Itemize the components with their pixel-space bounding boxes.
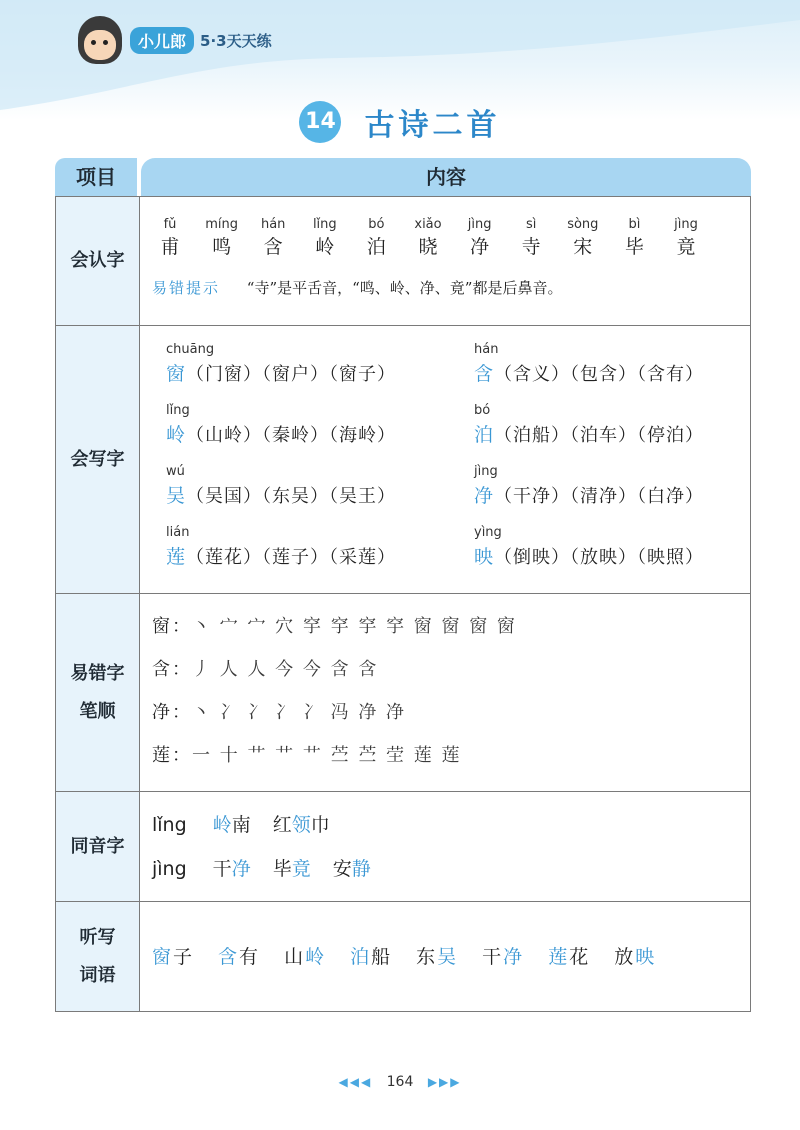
word-highlight: 泊 [350, 946, 372, 968]
homophone-pinyin: lǐng [152, 814, 187, 836]
table-header-content: 内容 [141, 158, 751, 196]
char-pinyin: lǐng [312, 217, 337, 232]
write-content [152, 326, 750, 593]
stroke-char: 含： [152, 659, 192, 680]
word-highlight: 净 [231, 858, 251, 880]
write-item [166, 403, 396, 447]
next-arrows-icon: ▶▶▶ [427, 1075, 462, 1089]
write-words: （干净）（清净）（白净） [494, 486, 705, 507]
write-pinyin: lián [166, 525, 190, 540]
row-homophone [55, 792, 751, 902]
prev-arrows-icon: ◀◀◀ [338, 1075, 373, 1089]
write-line [166, 481, 396, 508]
recognize-char [458, 217, 502, 259]
write-char: 净 [474, 485, 495, 507]
recognize-char [303, 217, 347, 259]
write-char: 岭 [166, 424, 187, 446]
recognize-char [251, 217, 295, 259]
stroke-sequence: 丶 冫 冫 冫 冫 冯 净 净 [192, 702, 407, 723]
recognize-char [612, 217, 656, 259]
write-line [474, 359, 704, 386]
tip-line [152, 277, 562, 298]
homophone-line [152, 854, 393, 881]
word-part: 巾 [310, 814, 330, 836]
char-pinyin: bó [368, 217, 385, 232]
char-hanzi: 甫 [160, 236, 180, 258]
dictation-word [614, 946, 656, 968]
stroke-order-line [152, 612, 517, 638]
row-label-line: 笔顺 [79, 700, 116, 722]
recognize-char [354, 217, 398, 259]
mascot-icon [78, 16, 122, 64]
lesson-title [0, 100, 800, 144]
char-hanzi: 含 [263, 236, 283, 258]
write-words: （吴国）（东吴）（吴王） [186, 486, 397, 507]
word-highlight: 岭 [305, 946, 327, 968]
word-highlight: 含 [218, 946, 240, 968]
row-label-line: 易错字 [70, 662, 125, 684]
char-pinyin: bì [628, 217, 641, 232]
lesson-number-badge: 14 [299, 101, 341, 143]
word-part: 东 [416, 946, 438, 968]
strokes-content [152, 594, 750, 791]
word-highlight: 净 [503, 946, 525, 968]
row-label [56, 594, 140, 791]
write-words: （泊船）（泊车）（停泊） [494, 425, 705, 446]
char-hanzi: 泊 [366, 236, 386, 258]
dictation-word [218, 946, 260, 968]
dictation-word [548, 946, 590, 968]
stroke-char: 净： [152, 702, 192, 723]
char-hanzi: 寺 [521, 236, 541, 258]
stroke-order-line [152, 741, 462, 767]
word-part: 放 [614, 946, 636, 968]
char-pinyin: sì [525, 217, 537, 232]
char-pinyin: hán [260, 217, 286, 232]
char-pinyin: jìng [674, 217, 698, 232]
word-highlight: 吴 [437, 946, 459, 968]
dictation-word [416, 946, 458, 968]
write-line [166, 359, 396, 386]
write-pinyin: lǐng [166, 403, 190, 418]
homophone-word [333, 858, 371, 880]
write-item [166, 525, 396, 569]
stroke-sequence: 丶 宀 宀 穴 穻 穻 穻 穻 窗 窗 窗 窗 [192, 616, 517, 637]
lesson-title-text: 古诗二首 [364, 108, 501, 143]
word-part: 南 [231, 814, 251, 836]
word-part: 毕 [272, 858, 292, 880]
row-label-line: 词语 [79, 964, 116, 986]
row-label [56, 902, 140, 1011]
char-hanzi: 岭 [315, 236, 335, 258]
study-table [55, 158, 751, 1012]
stroke-char: 窗： [152, 616, 192, 637]
write-char: 含 [474, 363, 495, 385]
write-pinyin: wú [166, 464, 185, 479]
brand-logo [78, 16, 272, 64]
row-label-line: 听写 [79, 926, 116, 948]
stroke-char: 莲： [152, 745, 192, 766]
write-pinyin: yìng [474, 525, 502, 540]
word-highlight: 竟 [291, 858, 311, 880]
homophone-word [273, 858, 311, 880]
row-label: 会写字 [56, 326, 140, 593]
dictation-word [152, 946, 194, 968]
write-char: 映 [474, 546, 495, 568]
char-hanzi: 净 [470, 236, 490, 258]
word-part: 子 [173, 946, 195, 968]
homophone-word [213, 858, 251, 880]
dictation-word [350, 946, 392, 968]
recognize-char [561, 217, 605, 259]
stroke-sequence: 一 十 艹 艹 艹 苎 苎 茔 莲 莲 [192, 745, 462, 766]
write-item [474, 342, 704, 386]
write-words: （山岭）（秦岭）（海岭） [186, 425, 397, 446]
write-item [474, 403, 704, 447]
homophone-word [273, 814, 330, 836]
write-line [166, 542, 396, 569]
write-line [474, 481, 704, 508]
write-char: 莲 [166, 546, 187, 568]
tip-label: 易错提示 [152, 279, 221, 297]
word-part: 花 [569, 946, 591, 968]
word-highlight: 岭 [212, 814, 232, 836]
brand-sub: 5·3天天练 [200, 31, 272, 50]
recognize-char [664, 217, 708, 259]
char-hanzi: 宋 [573, 236, 593, 258]
recognize-content [152, 197, 750, 325]
row-write [55, 326, 751, 594]
write-words: （门窗）（窗户）（窗子） [186, 364, 397, 385]
word-part: 干 [482, 946, 504, 968]
char-pinyin: jìng [467, 217, 492, 232]
word-highlight: 静 [351, 858, 371, 880]
word-part: 干 [212, 858, 232, 880]
write-char: 窗 [166, 363, 187, 385]
homophone-pinyin: jìng [152, 858, 187, 880]
recognize-char [200, 217, 244, 259]
word-highlight: 莲 [548, 946, 570, 968]
page-number: 164 [386, 1074, 414, 1090]
char-pinyin: fǔ [163, 217, 177, 232]
stroke-sequence: 丿 人 人 今 今 含 含 [192, 659, 379, 680]
word-part: 有 [239, 946, 261, 968]
write-line [474, 542, 704, 569]
stroke-order-line [152, 698, 406, 724]
homophone-word [213, 814, 251, 836]
stroke-order-line [152, 655, 378, 681]
write-item [474, 525, 704, 569]
write-pinyin: hán [474, 342, 499, 357]
write-line [474, 420, 704, 447]
row-label: 会认字 [56, 197, 140, 325]
char-hanzi: 竟 [676, 236, 696, 258]
table-header-item: 项目 [55, 158, 137, 196]
write-item [166, 342, 396, 386]
dictation-content [152, 902, 750, 1011]
dictation-words [152, 942, 680, 969]
dictation-word [482, 946, 524, 968]
write-pinyin: bó [474, 403, 491, 418]
write-pinyin: chuāng [166, 342, 215, 357]
char-hanzi: 晓 [418, 236, 438, 258]
brand-name: 小儿郎 [130, 27, 194, 54]
write-pinyin: jìng [474, 464, 498, 479]
char-hanzi: 毕 [624, 236, 644, 258]
write-words: （含义）（包含）（含有） [494, 364, 705, 385]
write-char: 吴 [166, 485, 187, 507]
dictation-word [284, 946, 326, 968]
homophone-line [152, 810, 352, 837]
word-part: 船 [371, 946, 393, 968]
tip-text: “寺”是平舌音，“鸣、岭、净、竟”都是后鼻音。 [246, 279, 563, 297]
char-pinyin: míng [205, 217, 238, 232]
word-highlight: 领 [291, 814, 311, 836]
word-part: 山 [284, 946, 306, 968]
write-char: 泊 [474, 424, 495, 446]
write-item [474, 464, 704, 508]
row-label: 同音字 [56, 792, 140, 901]
write-words: （莲花）（莲子）（采莲） [186, 547, 397, 568]
write-line [166, 420, 396, 447]
word-part: 安 [332, 858, 352, 880]
row-dictation [55, 902, 751, 1012]
recognize-char [148, 217, 192, 259]
char-hanzi: 鸣 [212, 236, 232, 258]
recognize-char [406, 217, 450, 259]
recognize-char [509, 217, 553, 259]
char-pinyin: sòng [567, 217, 599, 232]
row-strokes [55, 594, 751, 792]
write-words: （倒映）（放映）（映照） [494, 547, 705, 568]
word-highlight: 窗 [152, 946, 174, 968]
row-recognize [55, 196, 751, 326]
homophone-content [152, 792, 750, 901]
page-footer [0, 1074, 800, 1090]
word-part: 红 [272, 814, 292, 836]
word-highlight: 映 [635, 946, 657, 968]
write-item [166, 464, 396, 508]
char-pinyin: xiǎo [414, 217, 442, 232]
